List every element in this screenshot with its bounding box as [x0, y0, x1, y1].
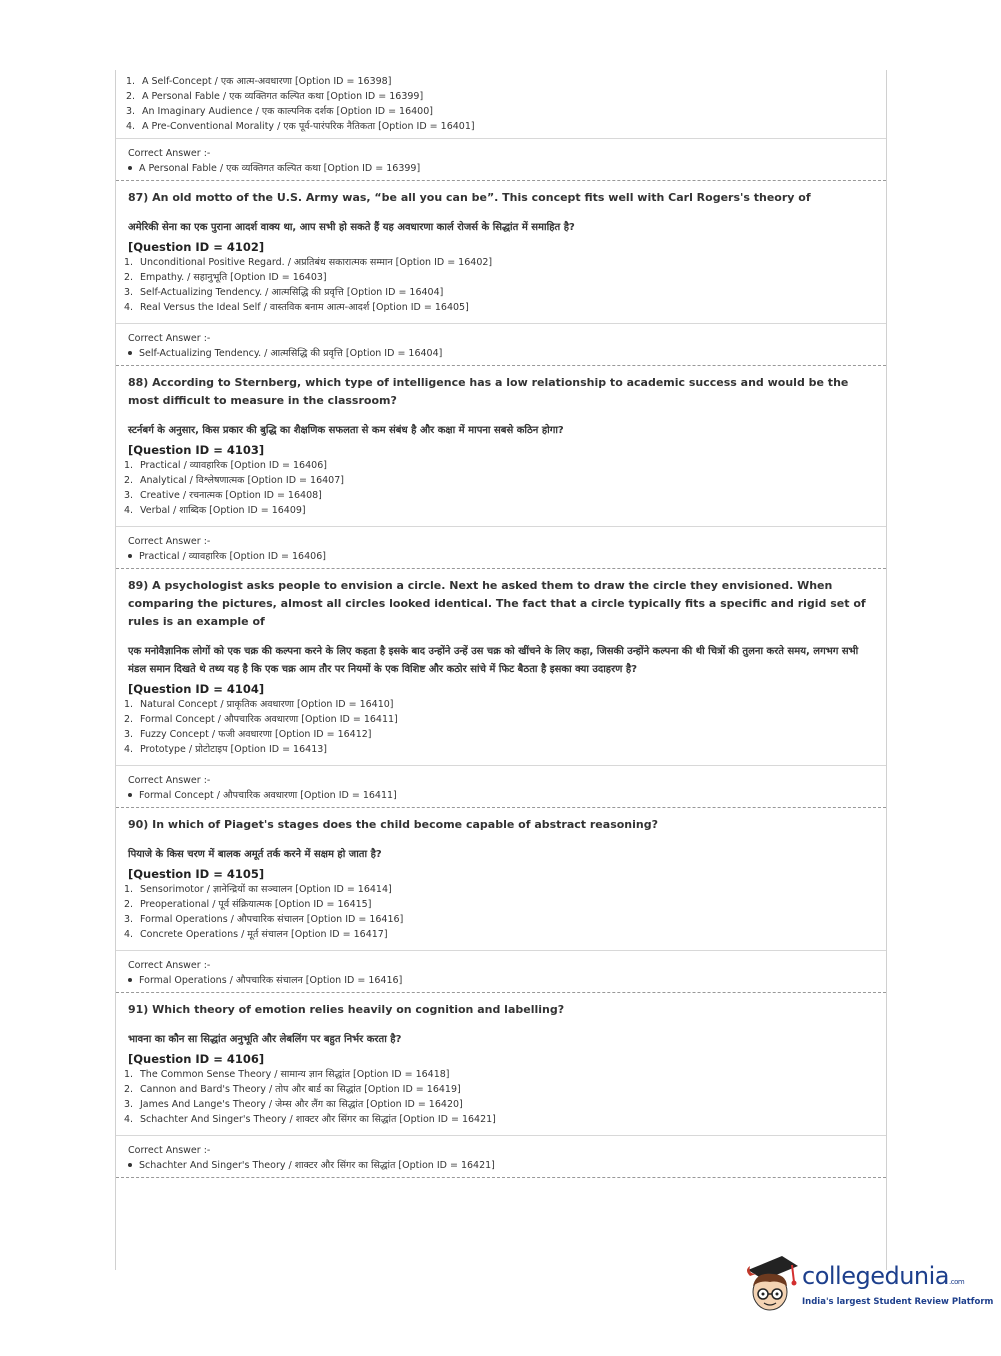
document-page: [115, 70, 887, 1270]
bullet-icon: [128, 166, 132, 170]
option-item: 4. Real Versus the Ideal Self / वास्तविक बनाम आत्म-आदर्श [Option ID = 16405]: [124, 302, 469, 313]
option-item: 4. Concrete Operations / मूर्त संचालन [Option ID = 16417]: [124, 929, 388, 940]
correct-answer-block: [116, 323, 886, 365]
question-text-english: 88) According to Sternberg, which type of intelligence has a low relationship to academic success and would be the most difficult to measure in the classroom?: [128, 376, 849, 407]
correct-answer: Schachter And Singer's Theory / शाक्टर और सिंगर का सिद्धांत [Option ID = 16421]: [128, 1158, 886, 1173]
option-item: 4. Schachter And Singer's Theory / शाक्टर और सिंगर का सिद्धांत [Option ID = 16421]: [124, 1114, 496, 1125]
option-item: 3. James And Lange's Theory / जेम्स और लैंग का सिद्धांत [Option ID = 16420]: [124, 1099, 463, 1110]
question-id: [Question ID = 4104]: [128, 682, 265, 696]
option-list: [124, 1067, 874, 1131]
question-id: [Question ID = 4103]: [128, 443, 265, 457]
correct-answer-label: Correct Answer :-: [128, 536, 211, 547]
question-text-hindi: एक मनोवैज्ञानिक लोगों को एक चक्र की कल्पना करने के लिए कहता है इसके बाद उन्होंने उन्हें उस चक्र को खींचने के लिए कहा, जिसकी उन्होंने कल्पना की थी चित्रों की तुलना करते समय, लगभग सभी मंडल समान दिखते थे तथ्य यह है कि एक चक्र आम तौर पर नियमों के एक विशिष्ट और कठोर सांचे में फिट बैठता है इसका क्या उदाहरण है?: [128, 646, 859, 675]
bullet-icon: [128, 1163, 132, 1167]
option-item: 1. Sensorimotor / ज्ञानेन्द्रियों का सञ्चालन [Option ID = 16414]: [124, 884, 392, 895]
correct-answer-block: [116, 950, 886, 992]
brand-name: collegedunia.com: [802, 1262, 965, 1290]
option-item: 4. A Pre-Conventional Morality / एक पूर्व-पारंपरिक नैतिकता [Option ID = 16401]: [126, 121, 475, 132]
question-id: [Question ID = 4106]: [128, 1052, 265, 1066]
question-id: [Question ID = 4102]: [128, 240, 265, 254]
option-item: 4. Verbal / शाब्दिक [Option ID = 16409]: [124, 505, 306, 516]
question-divider: [116, 1177, 886, 1178]
option-list: [124, 882, 874, 946]
option-item: 1. Natural Concept / प्राकृतिक अवधारणा [Option ID = 16410]: [124, 699, 394, 710]
option-list: [124, 697, 874, 761]
question-text-english: 91) Which theory of emotion relies heavily on cognition and labelling?: [128, 1003, 565, 1016]
correct-answer-label: Correct Answer :-: [128, 1145, 211, 1156]
correct-answer-label: Correct Answer :-: [128, 775, 211, 786]
question-text-english: 89) A psychologist asks people to envision a circle. Next he asked them to draw the circle they envisioned. When comparing the pictures, almost all circles looked identical. The fact that a circle typically fits a specific and rigid set of rules is an example of: [128, 579, 866, 628]
correct-answer-label: Correct Answer :-: [128, 333, 211, 344]
question-block: [116, 366, 886, 568]
option-list: [124, 458, 874, 522]
option-item: 2. Analytical / विश्लेषणात्मक [Option ID = 16407]: [124, 475, 344, 486]
question-text-hindi: भावना का कौन सा सिद्धांत अनुभूति और लेबलिंग पर बहुत निर्भर करता है?: [128, 1034, 402, 1045]
correct-answer-block: [116, 1135, 886, 1177]
option-item: 4. Prototype / प्रोटोटाइप [Option ID = 16413]: [124, 744, 327, 755]
option-list: [124, 255, 874, 319]
option-item: 3. Formal Operations / औपचारिक संचालन [Option ID = 16416]: [124, 914, 404, 925]
bullet-icon: [128, 554, 132, 558]
question-id: [Question ID = 4105]: [128, 867, 265, 881]
correct-answer-block: [116, 138, 886, 180]
brand-tagline: India's largest Student Review Platform: [802, 1297, 994, 1307]
bullet-icon: [128, 978, 132, 982]
collegedunia-logo: [742, 1250, 994, 1320]
question-block: [116, 569, 886, 807]
bullet-icon: [128, 793, 132, 797]
correct-answer: Formal Operations / औपचारिक संचालन [Option ID = 16416]: [128, 973, 886, 988]
option-item: 2. Empathy. / सहानुभूति [Option ID = 16403]: [124, 272, 327, 283]
question-text-hindi: स्टर्नबर्ग के अनुसार, किस प्रकार की बुद्धि का शैक्षणिक सफलता से कम संबंध है और कक्षा में मापना सबसे कठिन होगा?: [128, 425, 564, 436]
question-text-english: 90) In which of Piaget's stages does the child become capable of abstract reasoning?: [128, 818, 658, 831]
correct-answer: A Personal Fable / एक व्यक्तिगत कल्पित कथा [Option ID = 16399]: [128, 161, 886, 176]
question-text-english: 87) An old motto of the U.S. Army was, “be all you can be”. This concept fits well with Carl Rogers's theory of: [128, 191, 811, 204]
question-text-hindi: पियाजे के किस चरण में बालक अमूर्त तर्क करने में सक्षम हो जाता है?: [128, 849, 382, 860]
option-item: 3. Creative / रचनात्मक [Option ID = 16408]: [124, 490, 322, 501]
option-item: 2. Preoperational / पूर्व संक्रियात्मक [Option ID = 16415]: [124, 899, 372, 910]
option-item: 3. Fuzzy Concept / फजी अवधारणा [Option ID = 16412]: [124, 729, 372, 740]
option-item: 2. Cannon and Bard's Theory / तोप और बार्ड का सिद्धांत [Option ID = 16419]: [124, 1084, 461, 1095]
bullet-icon: [128, 351, 132, 355]
previous-question: [116, 70, 886, 180]
question-block: [116, 993, 886, 1177]
option-list: [116, 70, 886, 138]
option-item: 1. Practical / व्यावहारिक [Option ID = 16406]: [124, 460, 327, 471]
mascot-icon: [742, 1252, 802, 1316]
correct-answer: Formal Concept / औपचारिक अवधारणा [Option ID = 16411]: [128, 788, 886, 803]
correct-answer-label: Correct Answer :-: [128, 148, 211, 159]
question-text-hindi: अमेरिकी सेना का एक पुराना आदर्श वाक्य था, आप सभी हो सकते हैं यह अवधारणा कार्ल रोजर्स के सिद्धांत में समाहित है?: [128, 222, 575, 233]
option-item: 3. Self-Actualizing Tendency. / आत्मसिद्धि की प्रवृत्ति [Option ID = 16404]: [124, 287, 444, 298]
option-item: 1. A Self-Concept / एक आत्म-अवधारणा [Option ID = 16398]: [126, 76, 392, 87]
option-item: 1. The Common Sense Theory / सामान्य ज्ञान सिद्धांत [Option ID = 16418]: [124, 1069, 450, 1080]
option-item: 2. A Personal Fable / एक व्यक्तिगत कल्पित कथा [Option ID = 16399]: [126, 91, 424, 102]
question-block: [116, 808, 886, 992]
correct-answer: Self-Actualizing Tendency. / आत्मसिद्धि की प्रवृत्ति [Option ID = 16404]: [128, 346, 886, 361]
option-item: 1. Unconditional Positive Regard. / अप्रतिबंध सकारात्मक सम्मान [Option ID = 16402]: [124, 257, 493, 268]
option-item: 2. Formal Concept / औपचारिक अवधारणा [Option ID = 16411]: [124, 714, 398, 725]
question-block: [116, 181, 886, 365]
brand-suffix: .com: [949, 1278, 965, 1286]
correct-answer-block: [116, 526, 886, 568]
correct-answer-label: Correct Answer :-: [128, 960, 211, 971]
correct-answer: Practical / व्यावहारिक [Option ID = 16406]: [128, 549, 886, 564]
option-item: 3. An Imaginary Audience / एक काल्पनिक दर्शक [Option ID = 16400]: [126, 106, 433, 117]
correct-answer-block: [116, 765, 886, 807]
